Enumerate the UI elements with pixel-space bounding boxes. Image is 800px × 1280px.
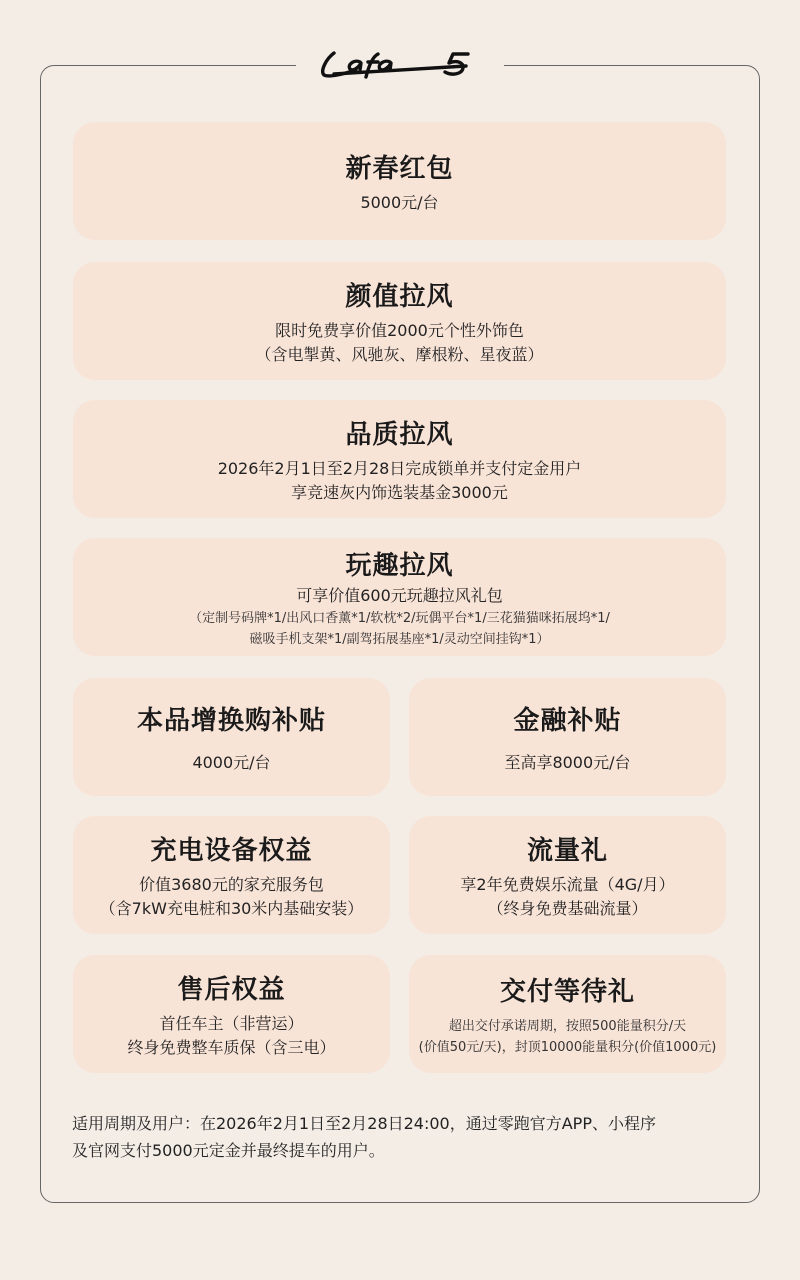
card-title: 交付等待礼 (499, 976, 635, 1007)
card-data-gift (409, 816, 726, 934)
card-text: 限时免费享价值2000元个性外饰色 (275, 320, 524, 340)
card-text: 享竞速灰内饰选装基金3000元 (291, 482, 508, 502)
card-title: 流量礼 (526, 835, 608, 866)
card-appearance (73, 262, 726, 380)
card-text: （含电掣黄、风驰灰、摩根粉、星夜蓝） (255, 344, 544, 364)
eligibility-line: 及官网支付5000元定金并最终提车的用户。 (72, 1141, 385, 1160)
card-fun (73, 538, 726, 656)
card-title: 售后权益 (177, 974, 286, 1005)
card-title: 玩趣拉风 (345, 550, 454, 581)
card-title: 本品增换购补贴 (136, 705, 326, 736)
card-finance-subsidy (409, 678, 726, 796)
card-title: 新春红包 (345, 153, 454, 184)
card-text: 5000元/台 (360, 192, 439, 212)
card-title: 充电设备权益 (150, 835, 313, 866)
card-detail: 超出交付承诺周期，按照500能量积分/天 (448, 1018, 687, 1034)
card-trade-in-subsidy (73, 678, 390, 796)
card-title: 金融补贴 (513, 705, 622, 736)
card-quality (73, 400, 726, 518)
card-text: 可享价值600元玩趣拉风礼包 (296, 585, 503, 605)
card-text: 至高享8000元/台 (504, 752, 631, 772)
card-text: （含7kW充电桩和30米内基础安装） (99, 898, 364, 918)
card-text: 2026年2月1日至2月28日完成锁单并支付定金用户 (217, 458, 582, 478)
card-title: 颜值拉风 (345, 281, 454, 312)
card-after-sales (73, 955, 390, 1073)
card-detail: (价值50元/天)，封顶10000能量积分(价值1000元) (418, 1039, 717, 1055)
eligibility-note (72, 1110, 732, 1164)
card-text: 4000元/台 (192, 752, 271, 772)
card-new-year-red-packet (73, 122, 726, 240)
card-delivery-wait-gift (409, 955, 726, 1073)
eligibility-line: 适用周期及用户：在2026年2月1日至2月28日24:00，通过零跑官方APP、小程序 (72, 1114, 656, 1133)
card-detail: 磁吸手机支架*1/副驾拓展基座*1/灵动空间挂钩*1） (249, 631, 550, 647)
card-charging-equipment (73, 816, 390, 934)
lafa5-logo-icon (316, 45, 484, 85)
brand-logo (296, 42, 504, 88)
card-text: 首任车主（非营运） (159, 1013, 304, 1033)
card-text: 价值3680元的家充服务包 (139, 874, 324, 894)
card-title: 品质拉风 (345, 419, 454, 450)
card-text: （终身免费基础流量） (487, 898, 648, 918)
card-text: 享2年免费娱乐流量（4G/月） (460, 874, 675, 894)
logo-text: Lafa5 (316, 45, 319, 46)
card-detail: （定制号码牌*1/出风口香薰*1/软枕*2/玩偶平台*1/三花猫猫咪拓展坞*1/ (189, 610, 610, 626)
card-text: 终身免费整车质保（含三电） (127, 1037, 336, 1057)
